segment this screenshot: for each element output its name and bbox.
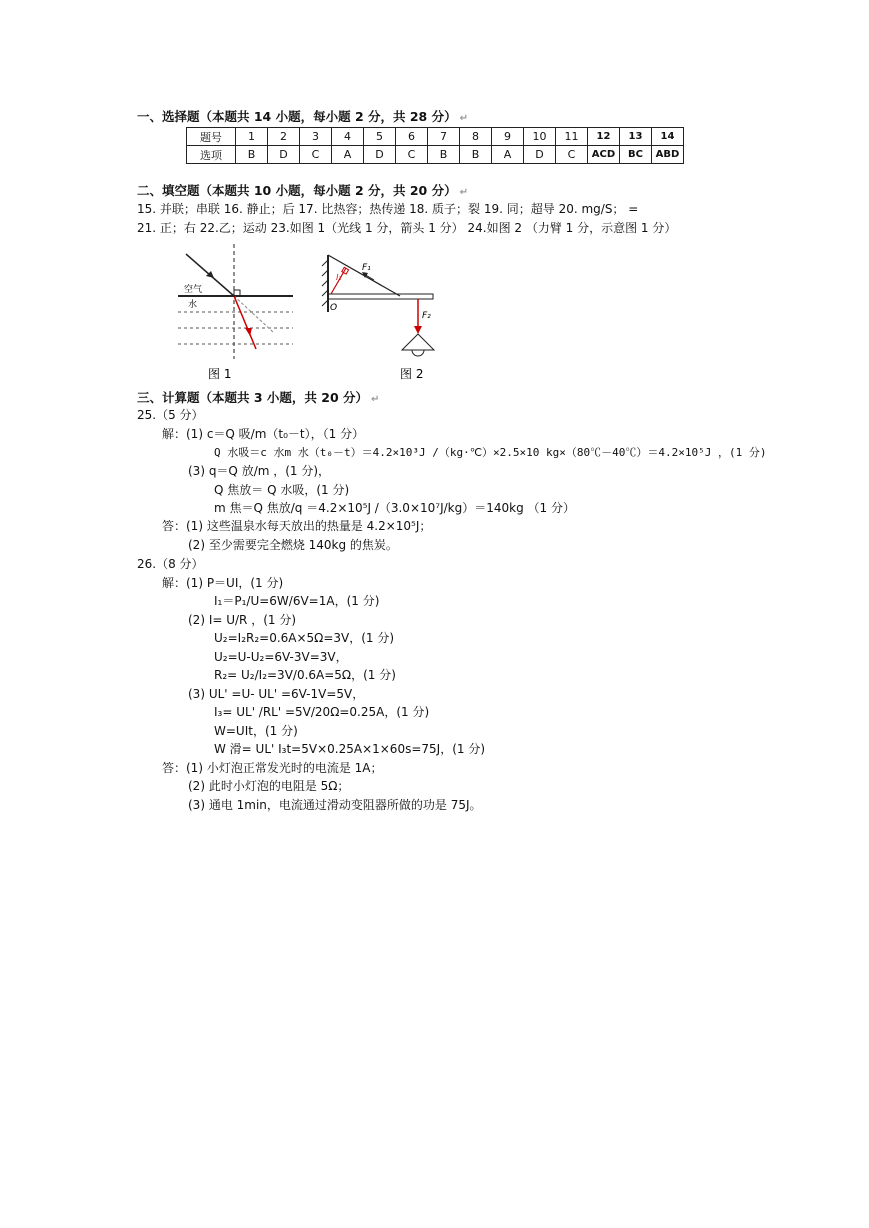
- q26-line: (3) 通电 1min，电流通过滑动变阻器所做的功是 75J。: [188, 798, 482, 812]
- table-row: [187, 146, 684, 164]
- table-cell: 8: [460, 128, 492, 146]
- label-water: 水: [188, 300, 198, 310]
- q26-line: W 滑= UL' I₃t=5V×0.25A×1×60s=75J，(1 分): [214, 742, 486, 756]
- fill-answers-line-2: 21. 正；右 22.乙；运动 23.如图 1（光线 1 分，箭头 1 分） 24.如图 2 （力臂 1 分，示意图 1 分）: [137, 221, 677, 235]
- label-l1: l₁: [336, 273, 342, 282]
- table-cell: 2: [268, 128, 300, 146]
- section3-heading: 三、计算题（本题共 3 小题，共 20 分） ↵: [137, 390, 380, 405]
- lamp-bulb: [412, 350, 424, 356]
- table-cell: D: [524, 146, 556, 164]
- table-cell: C: [556, 146, 588, 164]
- table-cell: B: [428, 146, 460, 164]
- q26-line: (2) I= U/R ，(1 分): [188, 613, 297, 627]
- arrow-icon: [414, 326, 422, 334]
- label-air: 空气: [184, 285, 203, 295]
- answer-table: [186, 127, 684, 164]
- table-cell: 题号: [187, 128, 236, 146]
- q26-line: W=UIt，(1 分): [214, 724, 298, 738]
- refracted-ray: [234, 296, 256, 349]
- q26-line: I₁＝P₁/U=6W/6V=1A，(1 分): [214, 594, 380, 608]
- section1-heading: 一、选择题（本题共 14 小题，每小题 2 分，共 28 分） ↵: [137, 109, 468, 124]
- q25-title: 25.（5 分）: [137, 408, 204, 422]
- table-cell: B: [236, 146, 268, 164]
- table-cell: ABD: [652, 146, 684, 164]
- table-cell: 12: [588, 128, 620, 146]
- figure-1-refraction: [178, 244, 298, 384]
- table-cell: A: [492, 146, 524, 164]
- q26-line: I₃= UL' /RL' =5V/20Ω=0.25A，(1 分): [214, 705, 430, 719]
- figure-2-caption: 图 2: [400, 367, 424, 381]
- table-cell: 6: [396, 128, 428, 146]
- q26-title: 26.（8 分）: [137, 557, 204, 571]
- q26-line: 答：(1) 小灯泡正常发光时的电流是 1A；: [162, 761, 383, 775]
- table-cell: D: [268, 146, 300, 164]
- q26-line: 解：(1) P＝UI，(1 分): [162, 576, 284, 590]
- section2-heading: 二、填空题（本题共 10 小题，每小题 2 分，共 20 分） ↵: [137, 183, 468, 198]
- table-cell: A: [332, 146, 364, 164]
- table-row: [187, 128, 684, 146]
- table-cell: 7: [428, 128, 460, 146]
- table-cell: 3: [300, 128, 332, 146]
- fill-answers-line-1: 15. 并联；串联 16. 静止；后 17. 比热容；热传递 18. 质子；裂 19. 同；超导 20. mg/S； =: [137, 202, 639, 216]
- label-o: O: [330, 303, 338, 313]
- table-cell: C: [300, 146, 332, 164]
- table-cell: 5: [364, 128, 396, 146]
- q25-line: Q 焦放＝ Q 水吸，(1 分): [214, 483, 350, 497]
- table-cell: 10: [524, 128, 556, 146]
- table-cell: 14: [652, 128, 684, 146]
- table-cell: D: [364, 146, 396, 164]
- label-f1: F₁: [362, 263, 371, 273]
- table-cell: 13: [620, 128, 652, 146]
- table-cell: 选项: [187, 146, 236, 164]
- q26-line: U₂=I₂R₂=0.6A×5Ω=3V，(1 分): [214, 631, 395, 645]
- table-cell: 11: [556, 128, 588, 146]
- lamp-shade: [402, 334, 434, 350]
- q25-line: m 焦＝Q 焦放/q ＝4.2×10⁵J /（3.0×10⁷J/kg）＝140kg （1 分）: [214, 501, 575, 515]
- table-cell: 9: [492, 128, 524, 146]
- q26-line: R₂= U₂/I₂=3V/0.6A=5Ω，(1 分): [214, 668, 396, 682]
- q26-line: U₂=U-U₂=6V-3V=3V，: [214, 650, 348, 664]
- lever-bar: [328, 294, 433, 299]
- q25-line: Q 水吸＝c 水m 水（t₀－t）＝4.2×10³J /（kg·℃）×2.5×10 kg×（80℃－40℃）＝4.2×10⁵J ，(1 分): [214, 446, 767, 459]
- table-cell: BC: [620, 146, 652, 164]
- q25-line: 解：(1) c＝Q 吸/m（t₀－t），（1 分）: [162, 427, 365, 441]
- q26-line: (2) 此时小灯泡的电阻是 5Ω；: [188, 779, 350, 793]
- q25-line: (2) 至少需要完全燃烧 140kg 的焦炭。: [188, 538, 398, 552]
- table-cell: 1: [236, 128, 268, 146]
- q25-line: 答：(1) 这些温泉水每天放出的热量是 4.2×10⁵J；: [162, 519, 432, 533]
- table-cell: B: [460, 146, 492, 164]
- figure-2-lever: [318, 250, 468, 385]
- q25-line: (3) q＝Q 放/m ，(1 分)，: [188, 464, 331, 478]
- table-cell: 4: [332, 128, 364, 146]
- table-cell: C: [396, 146, 428, 164]
- label-f2: F₂: [422, 311, 431, 321]
- table-cell: ACD: [588, 146, 620, 164]
- arrow-icon: [245, 328, 252, 336]
- figure-1-caption: 图 1: [208, 367, 232, 381]
- paragraph-mark: ↵: [459, 113, 468, 124]
- q26-line: (3) UL' =U- UL' =6V-1V=5V，: [188, 687, 365, 701]
